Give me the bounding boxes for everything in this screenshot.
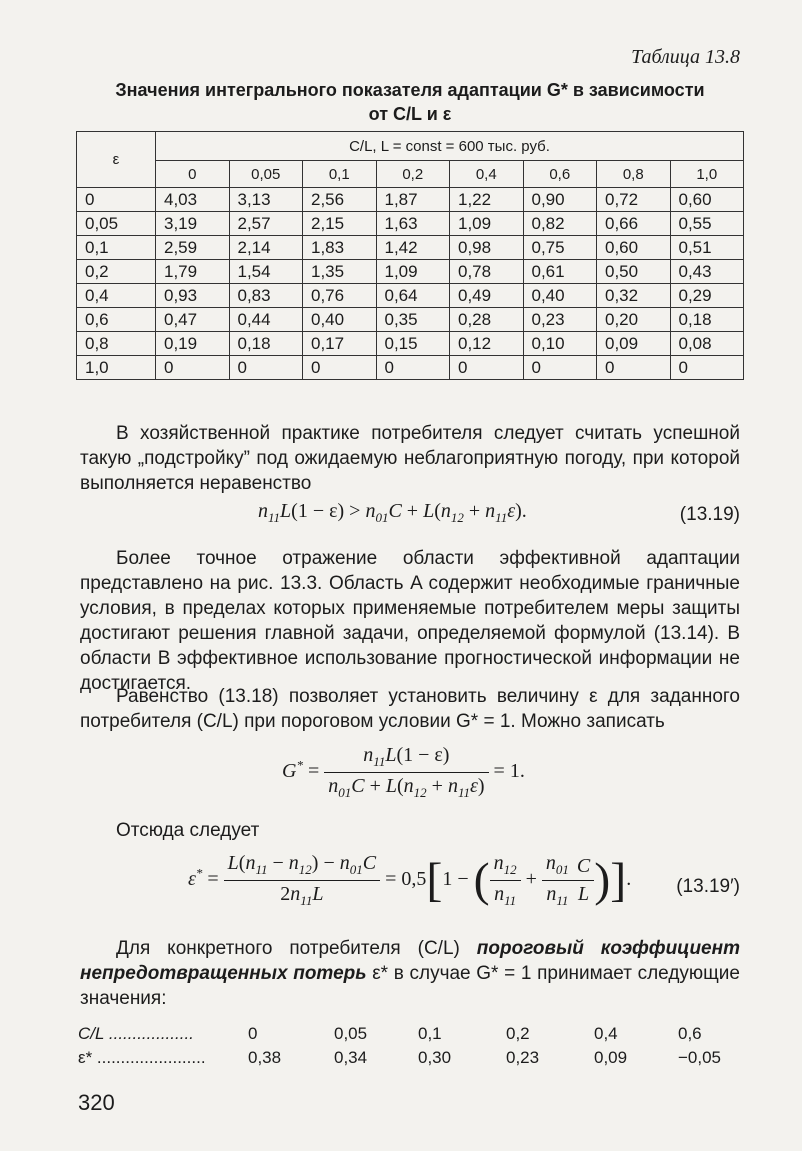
column-header: 0,4	[450, 161, 524, 188]
threshold-values	[78, 1024, 722, 1072]
value-cell: 0,60	[597, 236, 671, 260]
value-cell: 0,32	[597, 284, 671, 308]
table-row	[77, 212, 744, 236]
value-cell: 0,76	[303, 284, 377, 308]
page-number: 320	[78, 1090, 115, 1115]
equation-number-2: (13.19′)	[676, 876, 740, 897]
value-cell: 0,20	[597, 308, 671, 332]
value-cell: 0,43	[670, 260, 744, 284]
table-row	[77, 332, 744, 356]
value-cell: 0,08	[670, 332, 744, 356]
value-cell: 3,13	[229, 188, 303, 212]
table-row	[77, 356, 744, 380]
value-cell: 0	[156, 356, 230, 380]
value-cell: 0,72	[597, 188, 671, 212]
value-cell: 0,98	[450, 236, 524, 260]
eps-cell: 0,1	[77, 236, 156, 260]
value-cell: 1,83	[303, 236, 377, 260]
value-cell: 0,61	[523, 260, 597, 284]
value-cell: 2,15	[303, 212, 377, 236]
eps-label: ε* .......................	[78, 1048, 206, 1067]
column-header: 0,6	[523, 161, 597, 188]
value-cell: 0,90	[523, 188, 597, 212]
column-header: 0,1	[303, 161, 377, 188]
value-cell: 0,82	[523, 212, 597, 236]
value-cell: 1,35	[303, 260, 377, 284]
eps-value: 0,34	[334, 1048, 368, 1067]
value-cell: 1,09	[450, 212, 524, 236]
table-row	[77, 236, 744, 260]
column-header: 0,05	[229, 161, 303, 188]
eps-value: 0,23	[506, 1048, 540, 1067]
value-cell: 0,29	[670, 284, 744, 308]
eps-value: 0,09	[594, 1048, 628, 1067]
paragraph-3: Равенство (13.18) позволяет установить величину ε для заданного потребителя (C/L) при пороговом условии G* = 1. Можно записать	[80, 686, 740, 732]
value-cell: 0,93	[156, 284, 230, 308]
value-cell: 1,54	[229, 260, 303, 284]
value-cell: 1,79	[156, 260, 230, 284]
value-cell: 2,56	[303, 188, 377, 212]
column-header: 0,2	[376, 161, 450, 188]
value-cell: 0	[303, 356, 377, 380]
value-cell: 0,44	[229, 308, 303, 332]
value-cell: 3,19	[156, 212, 230, 236]
value-cell: 0,50	[597, 260, 671, 284]
value-cell: 1,09	[376, 260, 450, 284]
defined-term: пороговый коэффициент непредотвращенных потерь	[80, 938, 740, 984]
table-title-line2: от C/L и ε	[368, 104, 452, 124]
table-row	[77, 308, 744, 332]
eps-cell: 0,6	[77, 308, 156, 332]
paragraph-5: Для конкретного потребителя (C/L) пороговый коэффициент непредотвращенных потерь ε* в случае G* = 1 принимает следующие значения:	[80, 938, 740, 1009]
table-row	[77, 188, 744, 212]
value-cell: 0,17	[303, 332, 377, 356]
paragraph-4: Отсюда следует	[116, 820, 260, 841]
value-cell: 0,83	[229, 284, 303, 308]
value-cell: 0,66	[597, 212, 671, 236]
value-cell: 0,40	[303, 308, 377, 332]
value-cell: 0,09	[597, 332, 671, 356]
value-cell: 2,59	[156, 236, 230, 260]
table-label: Таблица 13.8	[631, 46, 740, 68]
cl-value: 0,1	[418, 1024, 442, 1043]
eps-cell: 1,0	[77, 356, 156, 380]
threshold-formula: G* = $\frac{n_{11}L(1 - \varepsilon)}{n_{01}C + L(n_{12} + n_{11}\varepsilon)}$ = 1.	[282, 744, 525, 800]
value-cell: 0	[229, 356, 303, 380]
value-cell: 0,49	[450, 284, 524, 308]
paragraph-1: В хозяйственной практике потребителя следует считать успешной такую „подстройку” под ожидаемую неблагоприятную погоду, при которой выполняется неравенство	[80, 423, 740, 494]
cl-label: C/L ..................	[78, 1024, 194, 1043]
value-cell: 0,15	[376, 332, 450, 356]
value-cell: 0,28	[450, 308, 524, 332]
value-cell: 0,35	[376, 308, 450, 332]
eps-cell: 0,2	[77, 260, 156, 284]
value-cell: 0,51	[670, 236, 744, 260]
cl-value: 0,6	[678, 1024, 702, 1043]
cl-values-row	[78, 1024, 718, 1048]
eps-cell: 0,4	[77, 284, 156, 308]
eps-cell: 0,05	[77, 212, 156, 236]
threshold-fraction: $\frac{n_{11}L(1 - \varepsilon)}{n_{01}C + L(n_{12} + n_{11}\varepsilon)}$	[324, 744, 488, 801]
value-cell: 0,12	[450, 332, 524, 356]
value-cell: 0	[450, 356, 524, 380]
table-row	[77, 284, 744, 308]
value-cell: 4,03	[156, 188, 230, 212]
inequality-formula: $n_{11}L(1 - \varepsilon) > n_{01}C + L(n_{12} + n_{11}\varepsilon)$.	[258, 500, 527, 525]
value-cell: 0,47	[156, 308, 230, 332]
eps-values-row	[78, 1048, 722, 1072]
value-cell: 0,18	[229, 332, 303, 356]
column-header-row	[77, 161, 744, 188]
value-cell: 0,75	[523, 236, 597, 260]
column-header: 0	[156, 161, 230, 188]
value-cell: 0,18	[670, 308, 744, 332]
data-table	[76, 131, 744, 380]
value-cell: 0,55	[670, 212, 744, 236]
value-cell: 0	[523, 356, 597, 380]
cl-value: 0	[248, 1024, 258, 1043]
value-cell: 1,22	[450, 188, 524, 212]
paragraph-2: Более точное отражение области эффективной адаптации представлено на рис. 13.3. Область A содержит необходимые граничные условия, в пределах которых применяемые потребителем меры защиты достигают решения главной задачи, определяемой формулой (13.14). В области B эффективное использование прогностической информации не достигается.	[80, 548, 740, 694]
table-title-line1: Значения интегрального показателя адаптации G* в зависимости	[115, 80, 705, 100]
value-cell: 2,14	[229, 236, 303, 260]
value-cell: 2,57	[229, 212, 303, 236]
value-cell: 0	[376, 356, 450, 380]
column-header: 0,8	[597, 161, 671, 188]
value-cell: 0,64	[376, 284, 450, 308]
eps-value: 0,30	[418, 1048, 452, 1067]
value-cell: 0,60	[670, 188, 744, 212]
cl-value: 0,2	[506, 1024, 530, 1043]
value-cell: 0,19	[156, 332, 230, 356]
cl-value: 0,4	[594, 1024, 618, 1043]
cl-value: 0,05	[334, 1024, 368, 1043]
value-cell: 0,23	[523, 308, 597, 332]
eps-header: ε	[77, 132, 156, 188]
table-row	[77, 260, 744, 284]
eps-cell: 0	[77, 188, 156, 212]
eps-value: −0,05	[678, 1048, 722, 1067]
eps-cell: 0,8	[77, 332, 156, 356]
value-cell: 0,40	[523, 284, 597, 308]
equation-number-1: (13.19)	[679, 504, 740, 525]
eps-value: 0,38	[248, 1048, 282, 1067]
value-cell: 0	[670, 356, 744, 380]
epsilon-formula: ε* = $\frac{L(n_{11} - n_{12}) - n_{01}C}{2n_{11}L}$ = 0,5[1 − ( $\frac{n_{12}}{n_{11}}$ + $\frac{n_{01}}{n_{11}}$ $\frac{C}{L}$ )].	[188, 852, 632, 908]
value-cell: 1,63	[376, 212, 450, 236]
value-cell: 0,10	[523, 332, 597, 356]
group-header: C/L, L = const = 600 тыс. руб.	[156, 132, 744, 161]
value-cell: 0	[597, 356, 671, 380]
column-header: 1,0	[670, 161, 744, 188]
table-title	[80, 78, 740, 126]
value-cell: 1,42	[376, 236, 450, 260]
value-cell: 1,87	[376, 188, 450, 212]
value-cell: 0,78	[450, 260, 524, 284]
